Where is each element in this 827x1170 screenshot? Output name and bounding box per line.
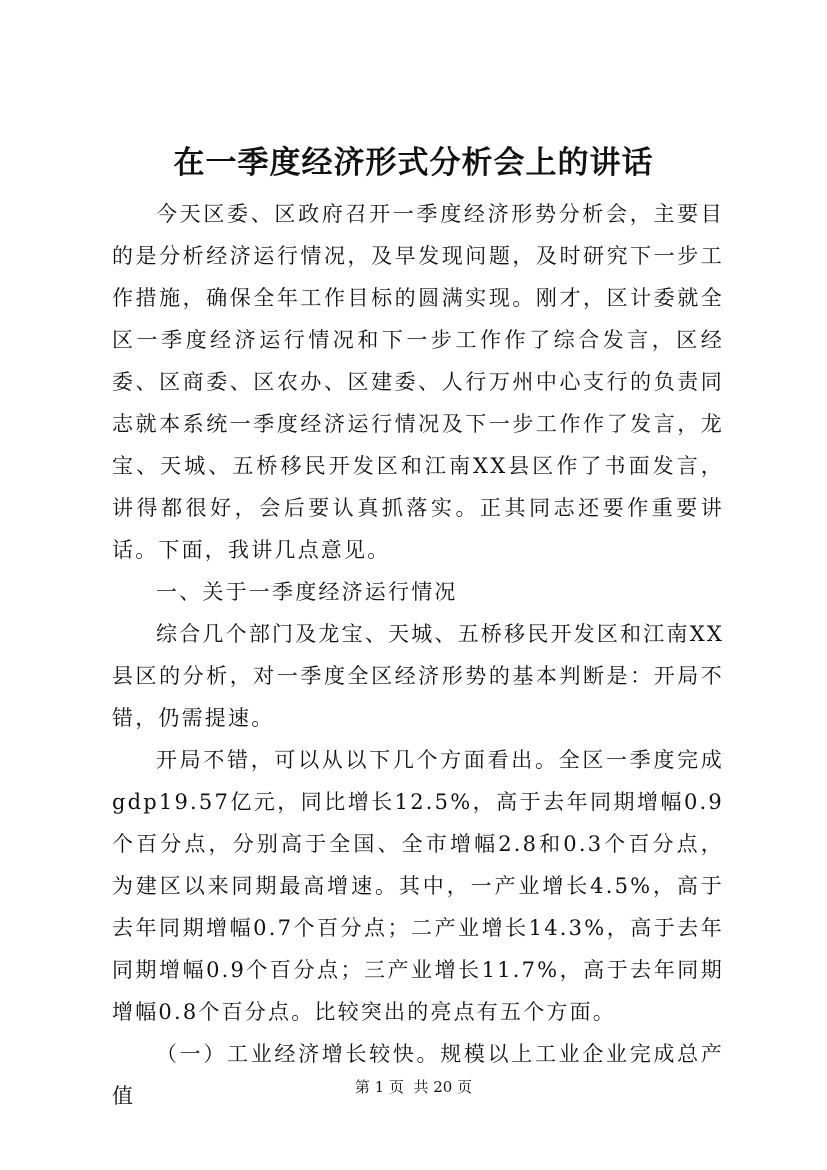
paragraph-growth: 开局不错，可以从以下几个方面看出。全区一季度完成gdp19.57亿元，同比增长12.5%，高于去年同期增幅0.9个百分点，分别高于全国、全市增幅2.8和0.3个百分点，为建区以来同期最高增速。其中，一产业增长4.5%，高于去年同期增幅0.7个百分点；二产业增长14.3%，高于去年同期增幅0.9个百分点；三产业增长11.7%，高于去年同期增幅0.8个百分点。比较突出的亮点有五个方面。	[112, 748, 724, 1024]
paragraph-intro: 今天区委、区政府召开一季度经济形势分析会，主要目的是分析经济运行情况，及早发现问题，及时研究下一步工作措施，确保全年工作目标的圆满实现。刚才，区计委就全区一季度经济运行情况和下一步工作作了综合发言，区经委、区商委、区农办、区建委、人行万州中心支行的负责同志就本系统一季度经济运行情况及下一步工作作了发言，龙宝、天城、五桥移民开发区和江南XX县区作了书面发言，讲得都很好，会后要认真抓落实。正其同志还要作重要讲话。下面，我讲几点意见。	[112, 202, 724, 562]
document-title: 在一季度经济形式分析会上的讲话	[173, 145, 654, 181]
page-number: 第 1 页 共 20 页	[354, 1078, 473, 1096]
page-footer	[0, 1076, 827, 1098]
paragraph-industry: （一）工业经济增长较快。规模以上工业企业完成总产值	[112, 1042, 724, 1108]
section-heading-1: 一、关于一季度经济运行情况	[156, 580, 458, 604]
paragraph-judgement: 综合几个部门及龙宝、天城、五桥移民开发区和江南XX县区的分析，对一季度全区经济形势的基本判断是：开局不错，仍需提速。	[112, 622, 724, 730]
document-body	[112, 193, 724, 1117]
